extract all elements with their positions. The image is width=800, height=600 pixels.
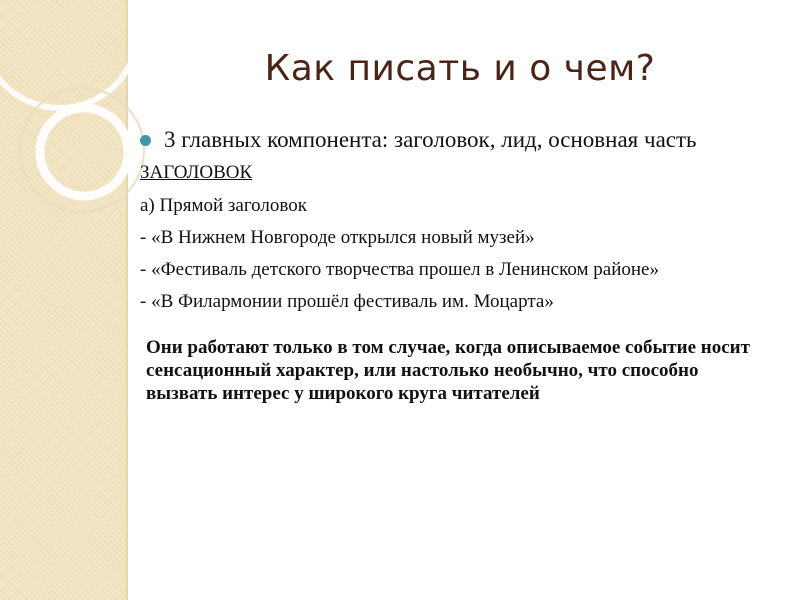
side-band-edge xyxy=(126,0,128,600)
side-band xyxy=(0,0,126,600)
slide-content xyxy=(140,126,760,405)
section-heading: ЗАГОЛОВОК xyxy=(140,162,253,183)
spacer xyxy=(140,322,760,336)
text-line-example-2: - «Фестиваль детского творчества прошел в Ленинском районе» xyxy=(140,259,659,280)
bullet-text: 3 главных компонента: заголовок, лид, основная часть xyxy=(164,127,697,152)
page-title: Как писать и о чем? xyxy=(264,48,656,89)
bullet-dot-icon xyxy=(140,135,151,146)
text-line-subheading: а) Прямой заголовок xyxy=(140,195,307,216)
text-line-example-1: - «В Нижнем Новгороде открылся новый музей» xyxy=(140,227,535,248)
conclusion-paragraph: Они работают только в том случае, когда описываемое событие носит сенсационный характер, или настолько необычно, что способно вызвать интерес у широкого круга читателей xyxy=(146,337,750,404)
bullet-item xyxy=(140,126,760,153)
text-line-example-3: - «В Филармонии прошёл фестиваль им. Моцарта» xyxy=(140,291,554,312)
